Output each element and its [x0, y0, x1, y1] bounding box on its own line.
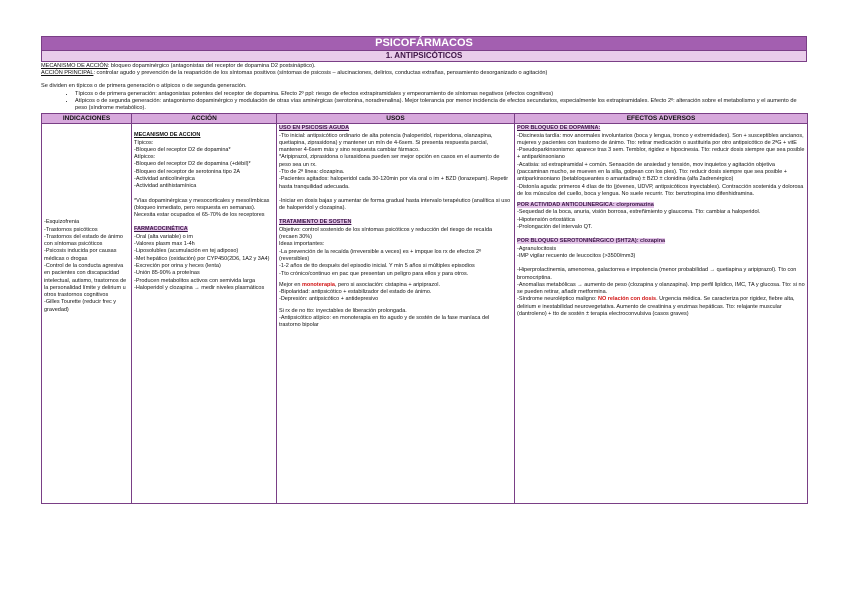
- list-item: -Actividad anticolinérgica: [134, 176, 195, 182]
- list-item: Típicos:: [134, 139, 154, 146]
- header-efectos: EFECTOS ADVERSOS: [515, 114, 808, 124]
- list-item: -Control de la conducta agresiva en pacientes con discapacidad intelectual, autismo, trastornos de la personalidad límite y delirium u otros trastornos cognitivos: [44, 263, 127, 299]
- intro: [41, 63, 807, 112]
- mecanismo-heading: MECANISMO DE ACCION: [134, 132, 201, 139]
- anticolinergica-heading: POR ACTIVIDAD ANTICOLINERGICA: clorpromazina: [517, 202, 654, 209]
- list-item: -Prolongación del intervalo QT.: [517, 224, 593, 231]
- cell-accion: [132, 124, 277, 504]
- list-item: -La prevención de la recaída (irreversible a veces) es + impque los rx de efectos 2º (reversibles): [279, 248, 482, 262]
- list-item: -Hiperprolactinemia, amenorrea, galactorrea e impotencia (menor probabilidad → quetiapina y aripiprazol). Tto con bromocriptina.: [517, 267, 797, 281]
- mecanismo-text: : bloqueo dopaminérgico (antagonistas del receptor de dopamina D2 postsináptico).: [107, 63, 316, 69]
- list-item: Atípicos:: [134, 154, 156, 161]
- section-title: 1. ANTIPSICÓTICOS: [41, 51, 807, 62]
- list-item: -1-2 años de tto después del episodio inicial. Y mín 5 años si múltiples episodios: [279, 263, 475, 270]
- list-item: -Unión 85-90% a proteínas: [134, 270, 200, 277]
- list-item: -Liposolubles (acumulación en tej adiposo): [134, 248, 239, 255]
- list-item: -Trastornos psicóticos: [44, 226, 98, 233]
- list-item: -Producen metabolitos activos con semivida larga: [134, 277, 256, 284]
- document: [41, 36, 807, 504]
- list-item: -Bloqueo del receptor D2 de dopamina*: [134, 146, 231, 153]
- list-item: -Trastornos del estado de ánimo con síntomas psicóticos: [44, 233, 123, 248]
- list-item: *Aripiprazol, ziprasidona o lurasidona pueden ser mejor opción en casos en el aumento de peso sea un rx.: [279, 154, 500, 168]
- list-item: -Tto de 2ª línea: clozapina.: [279, 169, 345, 175]
- header-usos: USOS: [277, 114, 515, 124]
- accion-label: ACCIÓN PRINCIPAL: [41, 70, 94, 77]
- farmacocinetica-heading: FARMACOCINÉTICA: [134, 226, 188, 233]
- list-item: -Antipsicótico atípico: en monoterapia en tto agudo y de sostén de la fase maníaca del trastorno bipolar: [279, 315, 490, 329]
- bullet-item: • Típicos o de primera generación: antagonistas potentes del receptor de dopamina. Efecto 2º ppl: riesgo de efectos extrapiramidales y empeoramiento de síntomas negativos (efectos cognitivos): [75, 91, 807, 98]
- bullet-item: • Atípicos o de segunda generación: antagonismo dopaminérgico y modulación de otras vías aminérgicas (serotonina, noradrenalina). Mejor tolerancia por menor incidencia de efectos secundarios, especialmente los extrapiramidales. Efecto 2º: alteración sobre el metabolismo y el aumento de peso (síndrome metabólico).: [75, 98, 807, 112]
- list-item: -Psicosis inducida por causas médicas o drogas: [44, 248, 117, 262]
- list-item: -Bloqueo del receptor D2 de dopamina (+débil)*: [134, 161, 251, 168]
- list-item: Ideas importantes:: [279, 241, 325, 248]
- bullet-list: [41, 91, 807, 113]
- list-item: -Iniciar en dosis bajas y aumentar de forma gradual hasta intervalo terapéutico (analítica si uso de haloperidol y clozapina).: [279, 197, 511, 212]
- mecanismo-label: MECANISMO DE ACCIÓN: [41, 63, 108, 69]
- list-item: -Met hepático (oxidación) por CYP450(2D6, 1A2 y 3A4): [134, 255, 270, 262]
- list-item: -Esquizofrenia: [44, 219, 80, 226]
- list-item: -Depresión: antipsicótico + antidepresivo: [279, 296, 379, 303]
- list-item: -Haloperidol y clozapina → medir niveles plasmáticos: [134, 284, 265, 291]
- snm-highlight: NO relación con dosis: [598, 296, 657, 303]
- accion-paragraph: [41, 70, 807, 77]
- serotoninergico-heading: POR BLOQUEO SEROTONINÉRGICO (5HT2A): clozapina: [517, 238, 666, 245]
- divide-paragraph: Se dividen en típicos o de primera generación o atípicos o de segunda generación.: [41, 83, 247, 90]
- list-item: -Pseudoparkinsonismo: aparece tras 3 sem. Temblor, rigidez e hipocinesia. Tto: reducir dosis siempre que sea posible + antiparkinsoniano: [517, 147, 805, 161]
- list-item: -Acatisia: sd extrapiramidal + común. Sensación de ansiedad y tensión, mov inquietos y agitación objetiva (paccaminan mucho, se mueven en la silla, golpean con los pies). Tto: reducir dosis siempre que sea posible + antiparkinsoniano (betabloqueantes o amantadina) ± BZD ± clonidina (alfa 2adrenérgico): [517, 161, 788, 183]
- list-item: -Gilles Tourette (reducir frec y gravedad): [44, 299, 117, 313]
- snm-line: -Síndrome neuroléptico maligno: NO relación con dosis. Urgencia médica. Se caracteriza por rigidez, fiebre alta, delirium e inestabilidad neurovegetativa. Aumento de creatinina y enzimas hepáticas. Tto: relajante muscular (dantroleno) + tto de sostén ± terapia electroconvulsiva (casos graves): [517, 296, 795, 318]
- cell-indicaciones: [42, 124, 132, 504]
- list-item: -Excreción por orina y heces (lenta): [134, 262, 221, 269]
- page-title: PSICOFÁRMACOS: [41, 36, 807, 51]
- list-item: -Agranulocitosis: [517, 245, 557, 252]
- list-item: -Pacientes agitados: haloperidol cada 30-120min por vía oral o im + BZD (lorazepam). Repetir hasta tranquilidad adecuada.: [279, 176, 509, 190]
- psicosis-aguda-heading: USO EN PSICOSIS AGUDA: [279, 125, 350, 132]
- list-item: Objetivo: control sostenido de los síntomas psicóticos y reducción del riesgo de recaída (recaen 30%): [279, 226, 493, 241]
- list-item: -Tto inicial: antipsicótico ordinario de alta potencia (haloperidol, risperidona, olanzapina, quetiapina, ziprasidona) y mantener un mín de 4-6sem. Si presenta respuesta parcial, mantener 4-6sem más y sino respuesta cambiar fármaco.: [279, 132, 493, 154]
- accion-text: : controlar agudo y prevención de la reaparición de los síntomas positivos (síntomas de psicosis – alucinaciones, delirios, conductas extrañas, pensamiento desorganizado o agitación): [93, 70, 548, 77]
- dopamina-heading: POR BLOQUEO DE DOPAMINA:: [517, 125, 601, 132]
- monoterapia-highlight: monoterapia: [301, 281, 335, 288]
- list-item: -Anomalías metabólicas → aumento de peso (clozapina y olanzapina). Imp perfil lipídico, IMC, TA y glucosa. Tto: si no se pueden retirar, añadir metformina.: [517, 281, 805, 296]
- sosten-heading: TRATAMIENTO DE SOSTEN: [279, 219, 352, 226]
- table-row: [42, 124, 808, 504]
- summary-table: [41, 113, 808, 504]
- header-accion: ACCIÓN: [132, 114, 277, 124]
- list-item: -IMP vigilar recuento de leucocitos (>3500/mm3): [517, 252, 636, 259]
- cell-usos: [277, 124, 515, 504]
- header-indicaciones: INDICACIONES: [42, 114, 132, 124]
- list-item: -Tto crónico/continuo en pac que presentan un peligro para ellos y para otros.: [279, 270, 469, 277]
- list-item: -Actividad antihistamínica: [134, 183, 197, 190]
- list-item: -Valores plasm max 1-4h: [134, 241, 195, 248]
- monoterapia-line: Mejor en monoterapia, pero si asociación: cistapina + aripiprazol.: [279, 281, 440, 288]
- list-item: -Hipotensión ortostática: [517, 216, 575, 223]
- list-item: -Discinesia tardía: mov anormales involuntarios (boca y lengua, tronco y extremidades). Son + susceptibles ancianos, mujeres y pacientes con trastorno de ánimo. Tto: retirar medicación o sustituirla por otro antipsicótico de 2ªG + vitE: [517, 132, 804, 146]
- list-item: -Bipolaridad: antipsicótico + estabilizador del estado de ánimo.: [279, 289, 432, 296]
- cell-efectos: [515, 124, 808, 504]
- table-header-row: [42, 114, 808, 124]
- nota-vias: *Vías dopaminérgicas y mesocorticales y mesolímbicas (bloqueo inmediato, pero respuesta en semanas). Necesita estar ocupados el 65-70% de los receptores: [134, 197, 270, 219]
- list-item: -Distonía aguda: primeros 4 días de tto (jóvenes, UDVP, antipsicóticos inyectables). Contracción sostenida y dolorosa de los músculos del cuello, boca y lengua. No suele recurrir. Tto: benztropina imo difenhidramina.: [517, 183, 804, 197]
- list-item: -Sequedad de la boca, anuria, visión borrosa, estreñimiento y glaucoma. Tto: cambiar a haloperidol.: [517, 209, 761, 216]
- list-item: -Oral (alta variable) o im: [134, 233, 193, 240]
- list-item: Si rx de no tto: inyectables de liberación prolongada.: [279, 307, 407, 314]
- list-item: -Bloqueo del receptor de serotonina tipo 2A: [134, 168, 241, 175]
